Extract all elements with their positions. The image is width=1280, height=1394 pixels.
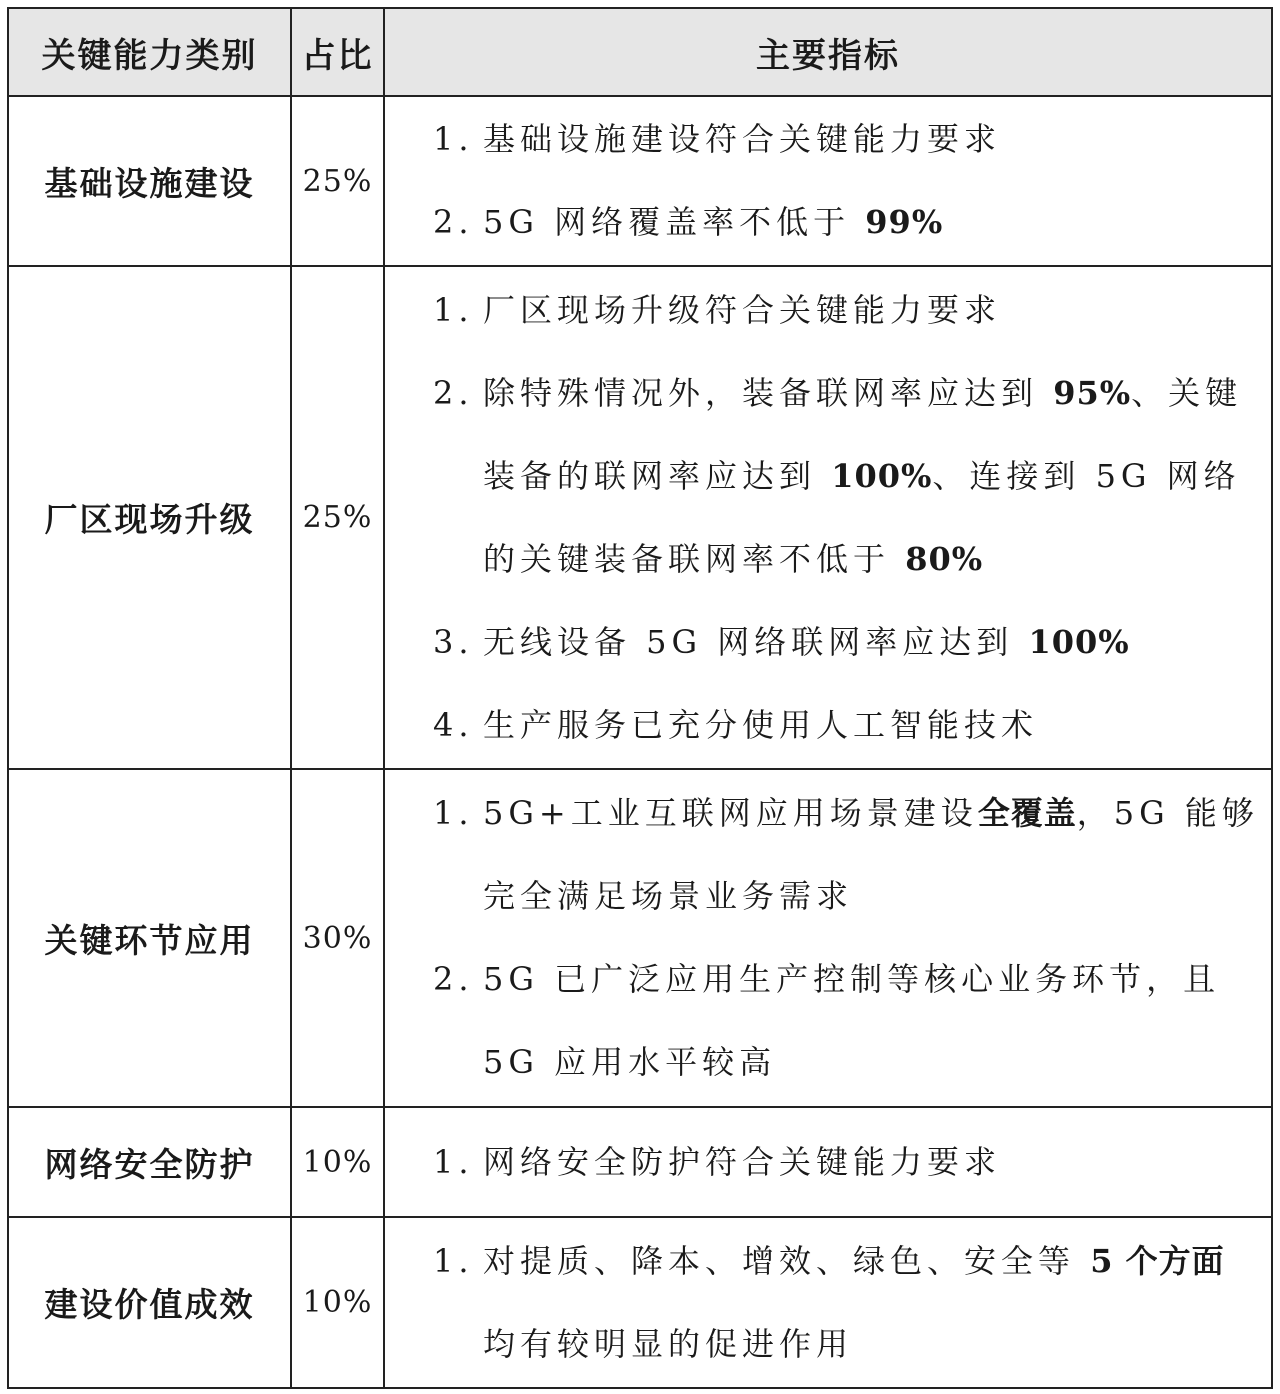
- bold-value: 全覆盖: [977, 794, 1077, 832]
- item-number: 2.: [433, 373, 474, 412]
- list-item: [385, 938, 1261, 1104]
- item-text: 均有较明显的促进作用: [483, 1324, 854, 1363]
- item-text: 5G+工业互联网应用场景建设: [483, 794, 978, 832]
- indicators-cell: [384, 1107, 1272, 1217]
- bold-value: 100%: [831, 456, 933, 495]
- header-row: [8, 8, 1272, 96]
- item-number: 1.: [433, 1241, 474, 1280]
- indicator-table: [7, 7, 1273, 1389]
- list-item: [385, 684, 1261, 767]
- item-text: 生产服务已充分使用人工智能技术: [483, 705, 1039, 744]
- item-number: 1.: [433, 1142, 474, 1181]
- indicators-cell: [384, 769, 1272, 1107]
- list-item: [385, 181, 1261, 264]
- item-number: 1.: [433, 290, 474, 329]
- indicators-cell: [384, 266, 1272, 769]
- indicator-list: [385, 1121, 1261, 1204]
- list-item: [385, 352, 1261, 601]
- item-text: 无线设备 5G 网络联网率应达到: [483, 622, 1029, 661]
- indicator-list: [385, 269, 1261, 767]
- ratio-cell: 25%: [291, 96, 384, 266]
- indicators-cell: [384, 96, 1272, 266]
- item-text: 对提质、降本、增效、绿色、安全等: [483, 1241, 1091, 1280]
- category-cell: 关键环节应用: [8, 769, 291, 1107]
- bold-value: 100%: [1028, 622, 1130, 661]
- item-number: 2.: [433, 203, 474, 241]
- bold-value: 95%: [1053, 373, 1132, 412]
- list-item: [385, 772, 1261, 938]
- bold-value: 99%: [865, 203, 944, 241]
- table-row: [8, 96, 1272, 266]
- list-item: [385, 1121, 1261, 1204]
- item-number: 1.: [433, 794, 474, 832]
- category-cell: 网络安全防护: [8, 1107, 291, 1217]
- item-number: 3.: [433, 622, 474, 661]
- category-cell: 厂区现场升级: [8, 266, 291, 769]
- category-cell: 基础设施建设: [8, 96, 291, 266]
- item-text: 、连接到 5G 网络的关键装备联网率不低于: [483, 456, 1241, 578]
- item-number: 4.: [433, 705, 474, 744]
- item-text: 除特殊情况外，装备联网率应达到: [483, 373, 1054, 412]
- header-ratio: 占比: [291, 8, 384, 96]
- item-text: 、关键装备的联网率应达到: [483, 373, 1243, 495]
- ratio-cell: 30%: [291, 769, 384, 1107]
- list-item: [385, 1220, 1261, 1386]
- ratio-cell: 25%: [291, 266, 384, 769]
- ratio-cell: 10%: [291, 1107, 384, 1217]
- list-item: [385, 269, 1261, 352]
- indicators-cell: [384, 1217, 1272, 1388]
- item-text: 基础设施建设符合关键能力要求: [483, 120, 1002, 158]
- ratio-cell: 10%: [291, 1217, 384, 1388]
- item-text: 5G 网络覆盖率不低于: [483, 203, 866, 241]
- table-row: [8, 1217, 1272, 1388]
- item-text: 网络安全防护符合关键能力要求: [483, 1142, 1002, 1181]
- item-number: 2.: [433, 960, 474, 998]
- indicator-list: [385, 772, 1261, 1104]
- bold-value: 80%: [905, 539, 984, 578]
- bold-value: 5 个方面: [1090, 1241, 1225, 1280]
- table-row: [8, 769, 1272, 1107]
- list-item: [385, 98, 1261, 181]
- indicator-list: [385, 1220, 1261, 1386]
- category-cell: 建设价值成效: [8, 1217, 291, 1388]
- header-category: 关键能力类别: [8, 8, 291, 96]
- item-number: 1.: [433, 120, 474, 158]
- list-item: [385, 601, 1261, 684]
- table-row: [8, 1107, 1272, 1217]
- indicator-list: [385, 98, 1261, 264]
- table-row: [8, 266, 1272, 769]
- header-indicators: 主要指标: [384, 8, 1272, 96]
- item-text: 厂区现场升级符合关键能力要求: [483, 290, 1002, 329]
- item-text: 5G 已广泛应用生产控制等核心业务环节，且 5G 应用水平较高: [483, 960, 1221, 1081]
- item-text: ，5G 能够完全满足场景业务需求: [483, 794, 1259, 915]
